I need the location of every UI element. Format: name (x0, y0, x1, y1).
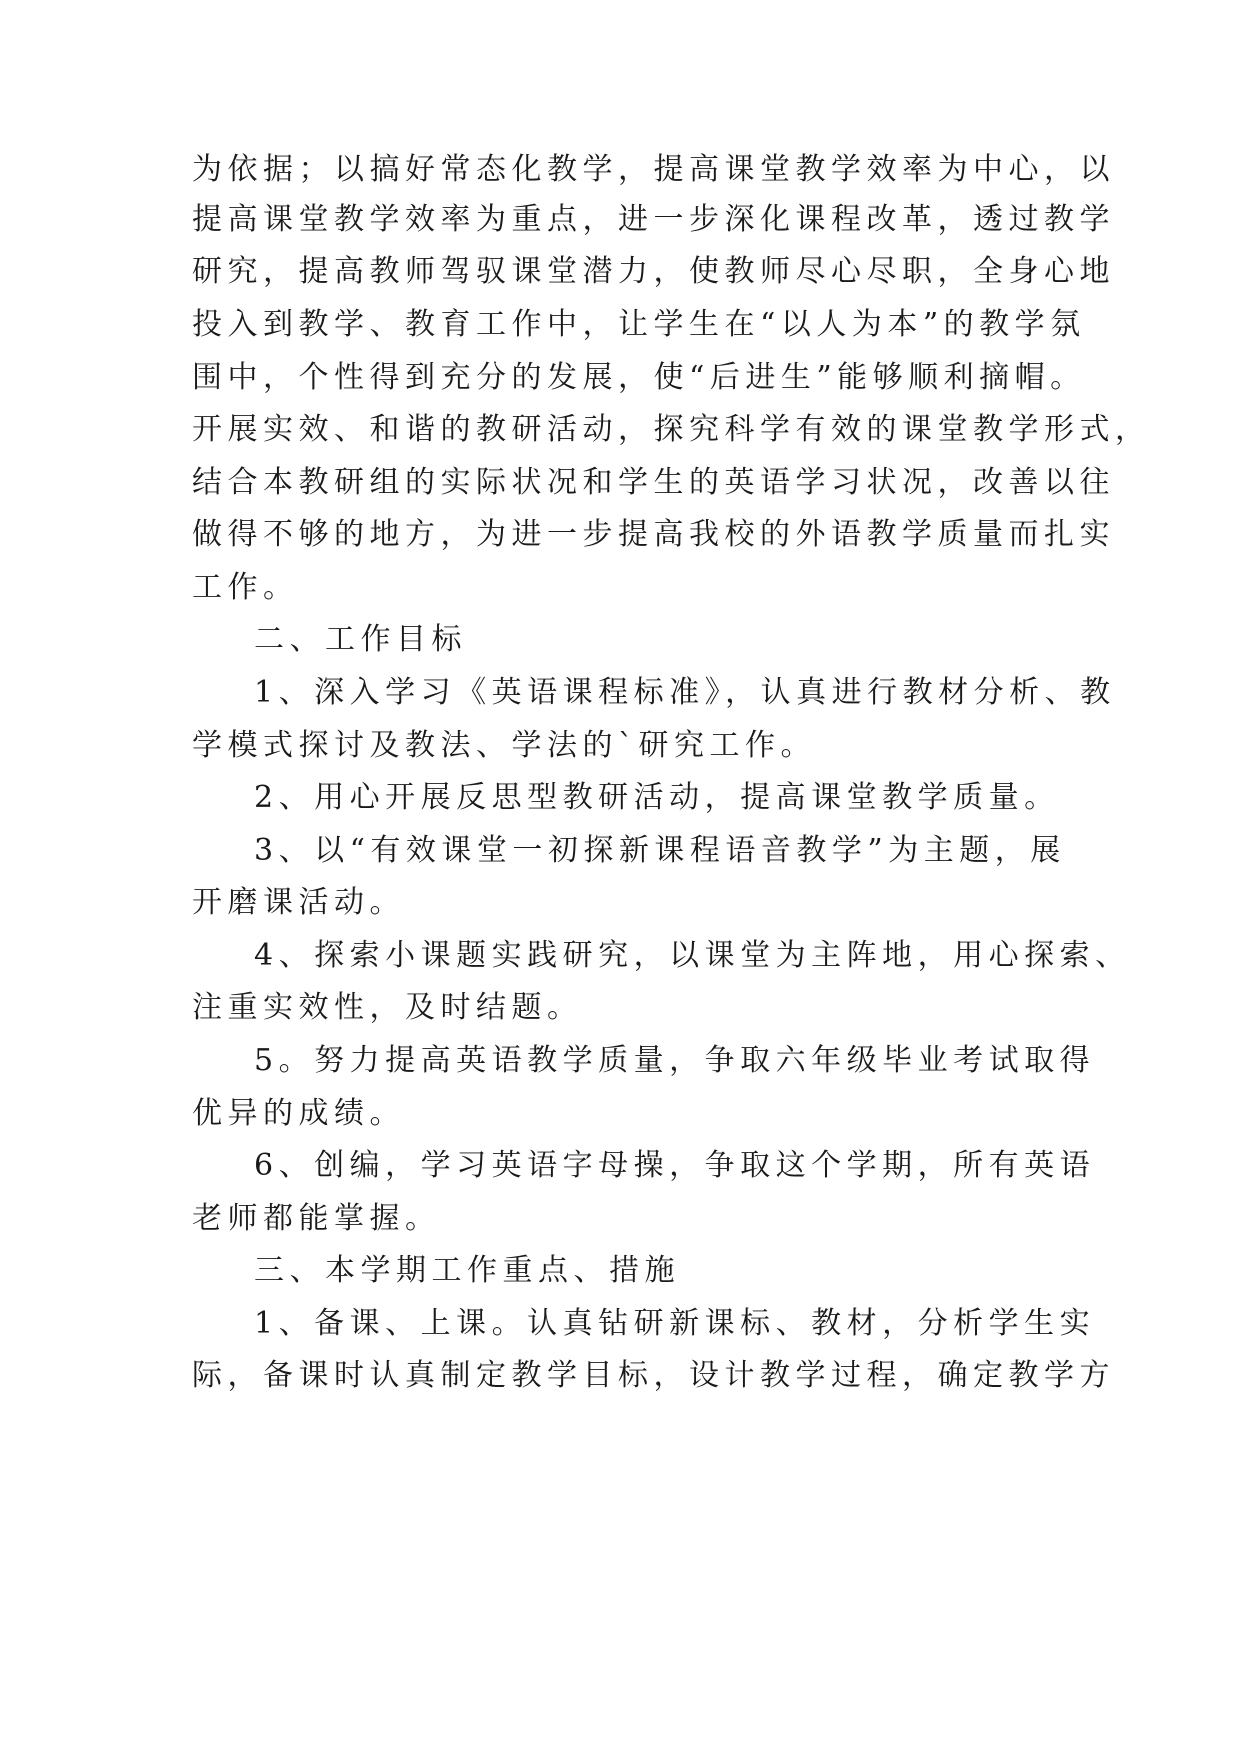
text-line: 提高课堂教学效率为重点，进一步深化课程改革，透过教学 (192, 202, 1115, 237)
text-line: 6、创编，学习英语字母操，争取这个学期，所有英语 (254, 1148, 1096, 1183)
text-line: 老师都能掌握。 (192, 1201, 441, 1236)
text-line: 5。努力提高英语教学质量，争取六年级毕业考试取得 (254, 1043, 1096, 1078)
text-line: 优异的成绩。 (192, 1096, 405, 1131)
text-line: 2、用心开展反思型教研活动，提高课堂教学质量。 (254, 780, 1060, 815)
section-heading: 三、本学期工作重点、措施 (254, 1253, 680, 1288)
text-line: 3、以“有效课堂一初探新课程语音教学”为主题，展 (254, 833, 1066, 868)
text-line: 1、深入学习《英语课程标准》，认真进行教材分析、教 (254, 675, 1116, 710)
text-line: 4、探索小课题实践研究，以课堂为主阵地，用心探索、 (254, 938, 1131, 973)
text-line: 开磨课活动。 (192, 885, 405, 920)
text-line: 投入到教学、教育工作中，让学生在“以人为本”的教学氛 (192, 307, 1086, 342)
text-line: 做得不够的地方，为进一步提高我校的外语教学质量而扎实 (192, 517, 1115, 552)
text-line: 工作。 (192, 570, 299, 605)
text-line: 学模式探讨及教法、学法的`研究工作。 (192, 728, 816, 763)
text-line: 际，备课时认真制定教学目标，设计教学过程，确定教学方 (192, 1358, 1115, 1393)
text-line: 为依据；以搞好常态化教学，提高课堂教学效率为中心，以 (192, 152, 1115, 187)
text-line: 结合本教研组的实际状况和学生的英语学习状况，改善以往 (192, 465, 1115, 500)
text-line: 研究，提高教师驾驭课堂潜力，使教师尽心尽职，全身心地 (192, 254, 1115, 289)
text-line: 注重实效性，及时结题。 (192, 990, 583, 1025)
section-heading: 二、工作目标 (254, 622, 467, 657)
text-line: 开展实效、和谐的教研活动，探究科学有效的课堂教学形式， (192, 412, 1151, 447)
text-line: 围中，个性得到充分的发展，使“后进生”能够顺利摘帽。 (192, 360, 1086, 395)
text-line: 1、备课、上课。认真钻研新课标、教材，分析学生实 (254, 1306, 1096, 1341)
